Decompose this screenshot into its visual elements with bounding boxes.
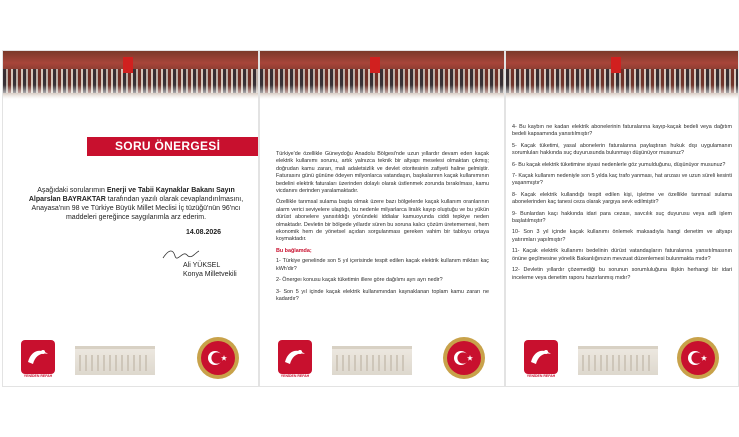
party-name: YENİDEN REFAH	[526, 374, 556, 378]
question-item: 9- Bunlardan kaçı hakkında idari para cezası, savcılık suç duyurusu veya adli işlem başlatılmıştır?	[512, 210, 732, 225]
minister-name: Enerji ve Tabii Kaynaklar Bakanı Sayın Alparslan BAYRAKTAR	[28, 187, 235, 203]
intro-paragraph: Aşağıdaki sorularımın Enerji ve Tabii Kaynaklar Bakanı Sayın Alparslan BAYRAKTAR tarafından yazılı olarak cevaplandırılmasını, Anayasa'nın 98 ve Türkiye Büyük Millet Meclisi İç tüzüğü'nün 96'ncı maddeleri gereğince saygılarımla arz ederim.	[28, 187, 244, 221]
parliament-photo-banner	[260, 51, 504, 99]
question-item: 8- Kaçak elektrik kullandığı tespit edilen kişi, işletme ve özellikle tarımsal sulama abonelerinden kaç tanesi ceza olarak yargıya sevk edilmiştir?	[512, 191, 732, 206]
parliament-building-watermark	[75, 346, 155, 375]
paragraph: Türkiye'de özellikle Güneydoğu Anadolu Bölgesi'nde uzun yıllardır devam eden kaçak elektrik kullanımı sorunu, artık yalnızca teknik bir altyapı meselesi olmaktan çıkmış; doğrudan kamu zararı, mali adaletsizlik ve devlet otoritesinin zafiyeti haline gelmiştir. Faturasını günü gününe ödeyen milyonlarca vatandaşın, başkalarının kaçak kullanımının bedelini elektrik faturaları üzerinden dolaylı olarak üstlenmek zorunda bırakılması, kamu vicdanını derinden yaralamaktadır.	[276, 151, 489, 195]
party-name: YENİDEN REFAH	[280, 374, 310, 378]
paragraph: Özellikle tarımsal sulama başta olmak üzere bazı bölgelerde kaçak kullanım oranlarının alarm verici seviyelere ulaştığı, bu nedenle milyarlarca liralık kayıp oluştuğu ve bu yükün dürüst abonelere yansıtıldığı yönündeki iddialar kamuoyunda ciddi tepkiye neden olmaktadır. Devletin bir bölgede yıllardır süren bu soruna kalıcı çözüm üretememesi, hem ekonomik hem de yönetsel açıdan sorgulanması gereken vahim bir tabloyu ortaya koymaktadır.	[276, 199, 489, 243]
party-logo	[21, 340, 55, 374]
question-item: 10- Son 3 yıl içinde kaçak kullanımı önlemek maksadıyla hangi denetim ve altyapı yatırımları yapılmıştır?	[512, 229, 732, 243]
question-item: 3- Son 5 yıl içinde kaçak elektrik kullanımından kaynaklanan toplam kamu zararı ne kadardır?	[276, 288, 489, 302]
parliament-building-watermark	[332, 346, 412, 375]
parliament-photo-banner	[3, 51, 258, 99]
page2-text	[276, 151, 489, 307]
page3-text	[512, 124, 732, 286]
signer-title: Konya Milletvekili	[183, 271, 237, 278]
party-logo	[524, 340, 558, 374]
document-page-1	[2, 50, 259, 387]
document-page-2	[259, 50, 505, 387]
tbmm-emblem	[196, 336, 240, 380]
parliament-building-watermark	[578, 346, 658, 375]
question-item: 5- Kaçak tüketimi, yasal abonelerin faturalarına paylaştıran hukuk dışı uygulamanın sorumluları hakkında suç duyurusunda bulunmayı düşünüyor musunuz?	[512, 142, 732, 157]
page-footer	[506, 332, 738, 386]
parliament-photo-banner	[506, 51, 738, 99]
party-name: YENİDEN REFAH	[23, 374, 53, 378]
question-item: 12- Devletin yıllardır çözemediği bu sorunun sorumluluğuna ilişkin herhangi bir idari inceleme veya denetim raporu hazırlanmış mıdır?	[512, 267, 732, 281]
party-logo	[278, 340, 312, 374]
question-item: 6- Bu kaçak elektrik tüketimine siyasi nedenlerle göz yumulduğunu, düşünüyor musunuz?	[512, 161, 726, 168]
document-page-3	[505, 50, 739, 387]
question-item: 7- Kaçak kullanım nedeniyle son 5 yılda kaç trafo yanması, hat arızası ve uzun süreli kesinti yaşanmıştır?	[512, 173, 732, 187]
signature-mark	[161, 247, 201, 261]
page-footer	[260, 332, 504, 386]
question-item: 1- Türkiye genelinde son 5 yıl içerisinde tespit edilen kaçak elektrik kullanım miktarı kaç kWh'dir?	[276, 258, 489, 272]
question-item: 4- Bu kaybın ne kadarı elektrik abonelerinin faturalarına kayıp-kaçak bedeli veya dağıtım bedeli kapsamında yansıtılmıştır?	[512, 124, 732, 138]
question-item: 2- Önergeı konusu kaçak tüketimin illere göre dağılımı ayrı ayrı nedir?	[276, 277, 443, 284]
tbmm-emblem	[442, 336, 486, 380]
signer-block	[183, 261, 237, 279]
signer-name: Ali YÜKSEL	[183, 262, 221, 269]
page-footer	[3, 332, 258, 386]
question-item: 11- Kaçak elektrik kullanımı bedelinin dürüst vatandaşların faturalarına yansıtılmasının önüne geçilmesine yönelik Bakanlığınızın mevzuat düzenlemesi bulunmakta mıdır?	[512, 248, 732, 262]
section-heading: Bu bağlamda;	[276, 247, 312, 254]
tbmm-emblem	[676, 336, 720, 380]
document-title: SORU ÖNERGESİ	[87, 137, 258, 156]
document-date: 14.08.2026	[186, 229, 222, 236]
